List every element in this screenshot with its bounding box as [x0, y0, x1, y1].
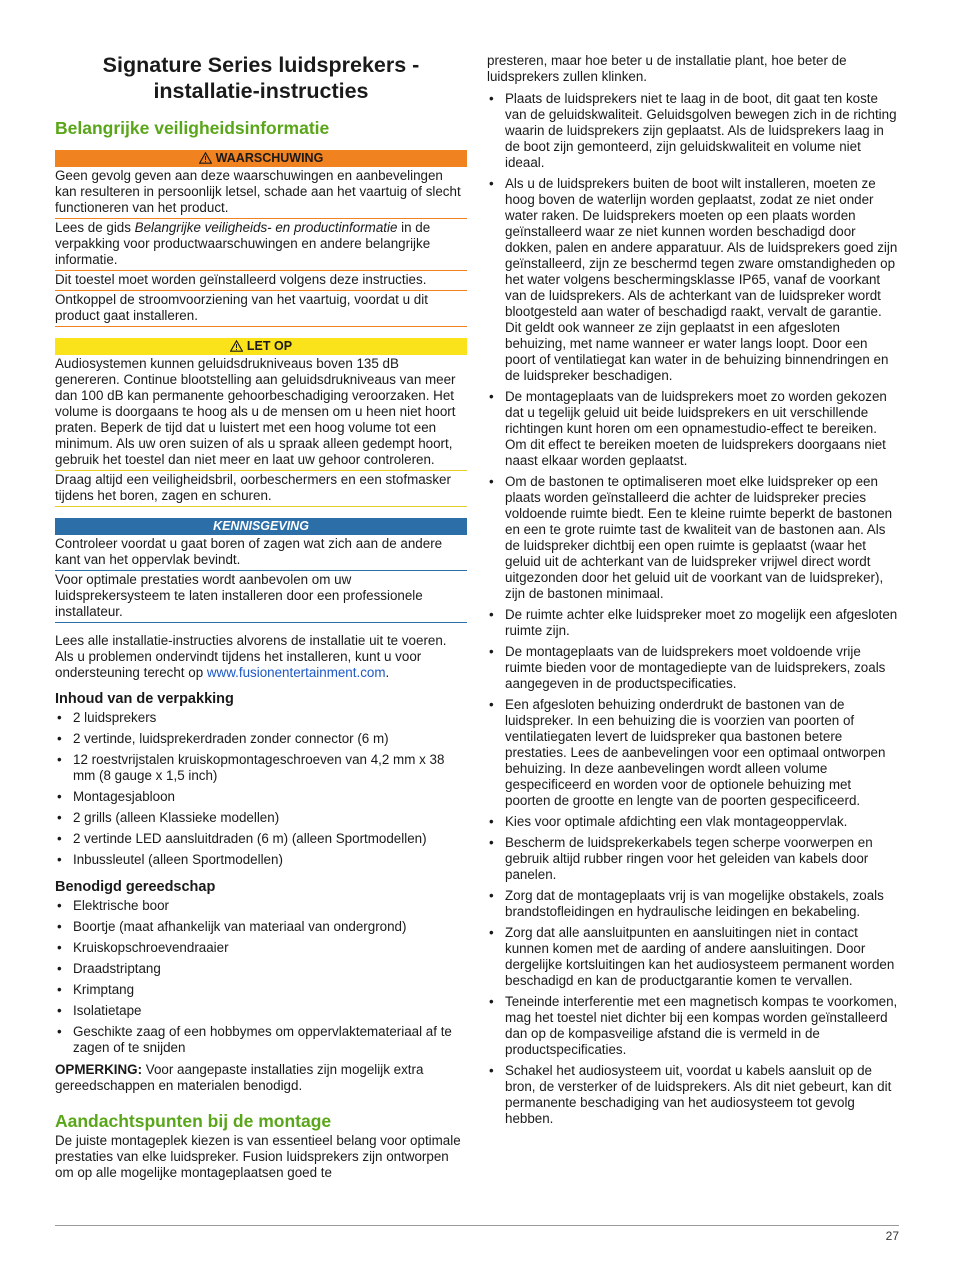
warning-header: [55, 150, 467, 167]
list-item: • Plaats de luidsprekers niet te laag in de boot, dit gaat ten koste van de geluidskwaliteit. Geluidsgolven bewegen zich in de richting waarin de luidsprekers zijn geplaatst. Als de luidsprekers laag in de boot zijn gemonteerd, zijn geluidskwaliteit en volume niet ideaal.: [489, 91, 897, 170]
list-item: • Boortje (maat afhankelijk van materiaal van ondergrond): [57, 919, 407, 934]
list-item: • 2 vertinde, luidsprekerdraden zonder connector (6 m): [57, 731, 389, 746]
bullet-icon: •: [57, 752, 62, 767]
bullet-icon: •: [57, 982, 62, 997]
mounting-intro-continued: presteren, maar hoe beter u de installatie plant, hoe beter de luidsprekers zullen klinken.: [487, 53, 847, 84]
page-title: Signature Series luidsprekers - installatie-instructies: [102, 53, 420, 103]
bullet-icon: •: [489, 389, 494, 404]
bullet-icon: •: [489, 697, 494, 712]
bullet-icon: •: [489, 644, 494, 659]
package-list: [55, 710, 467, 868]
notice-block: [55, 518, 467, 623]
bullet-icon: •: [489, 1063, 494, 1078]
list-item: • Krimptang: [57, 982, 135, 997]
list-item: • Zorg dat alle aansluitpunten en aansluitingen niet in contact kunnen komen met de aarding of andere aansluitingen. Door dergelijke kortsluitingen kan het audiosysteem permanent worden beschadigd en kan de productgarantie komen te vervallen.: [489, 925, 895, 988]
tools-heading: Benodigd gereedschap: [55, 879, 216, 895]
bullet-icon: •: [57, 898, 62, 913]
caution-label: LET OP: [246, 339, 293, 353]
caution-block: [55, 338, 467, 507]
bullet-icon: •: [57, 710, 62, 725]
warning-row: Ontkoppel de stroomvoorziening van het vaartuig, voordat u dit product gaat installeren.: [55, 291, 467, 327]
list-item: • Teneinde interferentie met een magnetisch kompas te voorkomen, mag het toestel niet dichter bij een kompas worden geïnstalleerd dan op de kompasveilige afstand die is vermeld in de productspecificaties.: [489, 994, 898, 1057]
notice-header: KENNISGEVING: [55, 518, 467, 535]
warning-label: WAARSCHUWING: [215, 151, 324, 165]
list-item: • 12 roestvrijstalen kruiskopmontageschroeven van 4,2 mm x 38 mm (8 gauge x 1,5 inch): [57, 752, 445, 783]
warning-row: Geen gevolg geven aan deze waarschuwingen en aanbevelingen kan resulteren in persoonlijk letsel, schade aan het vaartuig of slecht functioneren van het product.: [55, 167, 467, 219]
list-item: • Als u de luidsprekers buiten de boot wilt installeren, moeten ze hoog boven de waterlijn worden geplaatst, zodat ze niet onder water raken. De luidsprekers moeten op een plaats worden geïnstalleerd waar ze niet kunnen worden beschadigd door dokken, palen en andere apparatuur. Als de luidsprekers goed zijn geïnstalleerd, zijn ze beschermd tegen zware omstandigheden op het water volgens beschermingsklasse IP65, vanaf de voorkant van de luidsprekers. Als de achterkant van de luidspreker wordt blootgesteld aan water of beschadigd raakt, vervalt de garantie. Dit geldt ook wanneer ze zijn geplaatst in een afgesloten behuizing, met name wanneer er water langs loopt. Door een poort of ventilatiegat kan water in de behuizing binnendringen en de luidspreker beschadigen.: [489, 176, 898, 383]
bullet-icon: •: [489, 91, 494, 106]
list-item: • Draadstriptang: [57, 961, 161, 976]
bullet-icon: •: [57, 1003, 62, 1018]
bullet-icon: •: [57, 810, 62, 825]
bullet-icon: •: [489, 176, 494, 191]
list-item: • De montageplaats van de luidsprekers moet voldoende vrije ruimte bieden voor de montagediepte van de luidsprekers, zoals aangegeven in de productspecificaties.: [489, 644, 886, 691]
tools-note: OPMERKING: Voor aangepaste installaties zijn mogelijk extra gereedschappen en materialen benodigd.: [55, 1062, 424, 1093]
mounting-heading: Aandachtspunten bij de montage: [55, 1111, 332, 1131]
mounting-list: [487, 91, 899, 1127]
bullet-icon: •: [57, 961, 62, 976]
bullet-icon: •: [489, 835, 494, 850]
list-item: • Zorg dat de montageplaats vrij is van mogelijke obstakels, zoals brandstofleidingen en hydraulische leidingen en bekabeling.: [489, 888, 884, 919]
bullet-icon: •: [489, 994, 494, 1009]
bullet-icon: •: [489, 474, 494, 489]
tools-list: [55, 898, 467, 1056]
mounting-intro: De juiste montageplek kiezen is van essentieel belang voor optimale prestaties van elke luidspreker. Fusion luidsprekers zijn ontworpen om op alle mogelijke montageplaatsen goed te: [55, 1133, 461, 1180]
list-item: • Schakel het audiosysteem uit, voordat u kabels aansluit op de bron, de versterker of de luidsprekers. Als dit niet gebeurt, kan dit permanente beschadiging van het audiosysteem tot gevolg hebben.: [489, 1063, 892, 1126]
list-item: • Een afgesloten behuizing onderdrukt de bastonen van de luidspreker. In een behuizing die is voorzien van poorten of ventilatiegaten levert de luidspreker qua bastonen betere prestaties. Lees de aanbevelingen voor een optimaal ontworpen behuizing. In deze aanbevelingen wordt alleen volume gespecificeerd en worden voor de optionele behuizing met poorten de grootte en lengte van de poorten gespecificeerd.: [489, 697, 886, 808]
bullet-icon: •: [57, 731, 62, 746]
page-number: 27: [885, 1229, 899, 1243]
notice-row: Controleer voordat u gaat boren of zagen wat zich aan de andere kant van het oppervlak bevindt.: [55, 535, 467, 571]
caution-row: Draag altijd een veiligheidsbril, oorbeschermers en een stofmasker tijdens het boren, zagen en schuren.: [55, 471, 467, 507]
list-item: • Kies voor optimale afdichting een vlak montageoppervlak.: [489, 814, 848, 829]
bullet-icon: •: [57, 789, 62, 804]
list-item: • 2 grills (alleen Klassieke modellen): [57, 810, 280, 825]
safety-section: [55, 118, 467, 1181]
bullet-icon: •: [489, 888, 494, 903]
list-item: • De montageplaats van de luidsprekers moet zo worden gekozen dat u tegelijk geluid uit beide luidsprekers en uit verschillende richtingen kunt horen om een opnamestudio-effect te bereiken. Om dit effect te bereiken moeten de luidsprekers doorgaans niet naast elkaar worden geplaatst.: [489, 389, 887, 468]
support-link[interactable]: www.fusionentertainment.com: [206, 665, 386, 680]
list-item: • Om de bastonen te optimaliseren moet elke luidspreker op een plaats worden geïnstalleerd die achter de luidspreker precies voldoende ruimte biedt. Een te kleine ruimte beperkt de bastonen en een te grote ruimte tast de kwaliteit van de bastonen aan. Als de luidspreker dichtbij een open ruimte is geplaatst (waar het geluid uit de achterkant van de luidspreker vrijwel direct wordt uitgezonden door het geluid uit de voorkant van de luidspreker), zijn de bastonen minimaal.: [489, 474, 893, 601]
bullet-icon: •: [57, 852, 62, 867]
caution-row: Audiosystemen kunnen geluidsdrukniveaus boven 135 dB genereren. Continue blootstelling aan geluidsdrukniveaus van meer dan 100 dB kan permanente gehoorbeschadiging veroorzaken. Het volume is doorgaans te hoog als u de mensen om u heen niet hoort praten. Beperk de tijd dat u luistert met een hoog volume tot een minimum. Als uw oren suizen of als u spraak alleen gedempt hoort, gebruik het toestel dan niet meer en laat uw gehoor controleren.: [55, 355, 467, 471]
list-item: • Inbussleutel (alleen Sportmodellen): [57, 852, 283, 867]
list-item: • Bescherm de luidsprekerkabels tegen scherpe voorwerpen en gebruik altijd rubber ringen voor het geleiden van kabels door panelen.: [489, 835, 873, 882]
list-item: • Isolatietape: [57, 1003, 142, 1018]
warning-block: [55, 150, 467, 327]
warning-row: Dit toestel moet worden geïnstalleerd volgens deze instructies.: [55, 271, 467, 291]
safety-heading: Belangrijke veiligheidsinformatie: [55, 118, 330, 138]
list-item: • 2 luidsprekers: [57, 710, 157, 725]
list-item: • Kruiskopschroevendraaier: [57, 940, 229, 955]
intro-paragraph: Lees alle installatie-instructies alvorens de installatie uit te voeren. Als u problemen ondervindt tijdens het installeren, kunt u voor ondersteuning terecht op www.fusionentertainment.com.: [55, 633, 447, 680]
package-heading: Inhoud van de verpakking: [55, 691, 234, 707]
warning-triangle-icon: [199, 152, 212, 164]
bullet-icon: •: [489, 607, 494, 622]
list-item: • Geschikte zaag of een hobbymes om oppervlaktemateriaal af te zagen of te snijden: [57, 1024, 452, 1055]
bullet-icon: •: [57, 1024, 62, 1039]
bullet-icon: •: [57, 940, 62, 955]
notice-row: Voor optimale prestaties wordt aanbevolen om uw luidsprekersysteem te laten installeren door een professionele installateur.: [55, 571, 467, 623]
bullet-icon: •: [489, 925, 494, 940]
caution-header: [55, 338, 467, 355]
list-item: • Elektrische boor: [57, 898, 170, 913]
bullet-icon: •: [57, 831, 62, 846]
warning-row: Lees de gids Belangrijke veiligheids- en productinformatie in de verpakking voor productwaarschuwingen en andere belangrijke informatie.: [55, 219, 467, 271]
list-item: • Montagesjabloon: [57, 789, 175, 804]
bullet-icon: •: [57, 919, 62, 934]
list-item: • De ruimte achter elke luidspreker moet zo mogelijk een afgesloten ruimte zijn.: [489, 607, 898, 638]
list-item: • 2 vertinde LED aansluitdraden (6 m) (alleen Sportmodellen): [57, 831, 427, 846]
warning-triangle-icon: [230, 340, 243, 352]
footer-rule: [55, 1225, 899, 1226]
bullet-icon: •: [489, 814, 494, 829]
